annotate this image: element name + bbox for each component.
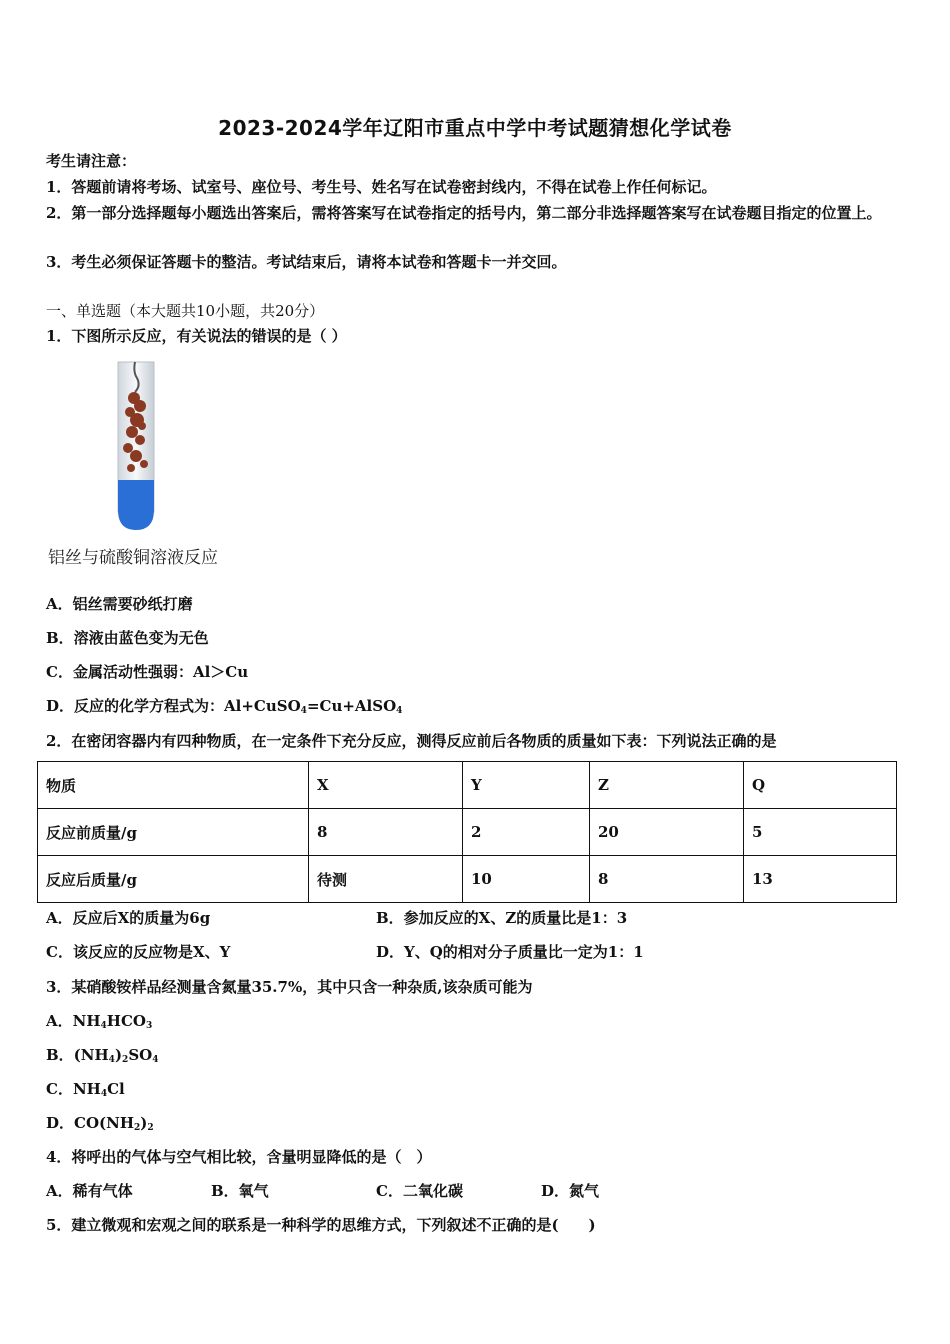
section-heading: 一、单选题（本大题共10小题，共20分） xyxy=(46,302,325,320)
q4-option-c: C．二氧化碳 xyxy=(376,1182,463,1200)
exam-title: 2023-2024学年辽阳市重点中学中考试题猜想化学试卷 xyxy=(218,116,732,140)
table-row xyxy=(38,856,897,903)
q2-stem: 2．在密闭容器内有四种物质，在一定条件下充分反应，测得反应前后各物质的质量如下表：下列说法正确的是 xyxy=(46,732,777,750)
q2-option-d: D．Y、Q的相对分子质量比一定为1：1 xyxy=(376,943,644,961)
table-cell: X xyxy=(309,762,463,809)
table-cell: 10 xyxy=(463,856,590,903)
table-cell: Y xyxy=(463,762,590,809)
table-cell: 物质 xyxy=(38,762,309,809)
table-cell: 2 xyxy=(463,809,590,856)
table-cell: 20 xyxy=(590,809,744,856)
table-cell: 反应后质量/g xyxy=(38,856,309,903)
table-cell: 待测 xyxy=(309,856,463,903)
q2-option-a: A．反应后X的质量为6g xyxy=(46,909,211,927)
q3-option-a: A．$NH_4HCO_3$ xyxy=(46,1012,153,1031)
q4-option-d: D．氮气 xyxy=(541,1182,600,1200)
test-tube-image xyxy=(110,360,170,535)
q3-option-b: B．$(NH_4)_2SO_4$ xyxy=(46,1046,159,1065)
q2-option-b: B．参加反应的X、Z的质量比是1：3 xyxy=(376,909,628,927)
q1-option-d: D．反应的化学方程式为：Al+CuSO$_4$=Cu+AlSO$_4$ xyxy=(46,697,403,716)
q3-stem: 3．某硝酸铵样品经测量含氮量35.7%，其中只含一种杂质,该杂质可能为 xyxy=(46,978,533,996)
q5-stem: 5．建立微观和宏观之间的联系是一种科学的思维方式，下列叙述不正确的是( ) xyxy=(46,1216,596,1234)
mass-table xyxy=(37,761,897,903)
image-caption: 铝丝与硫酸铜溶液反应 xyxy=(48,548,218,568)
notice-item-3: 3．考生必须保证答题卡的整洁。考试结束后，请将本试卷和答题卡一并交回。 xyxy=(46,253,567,271)
table-cell: Z xyxy=(590,762,744,809)
q1-option-c: C．金属活动性强弱：Al＞Cu xyxy=(46,663,249,681)
q3-option-d: D．$CO(NH_2)_2$ xyxy=(46,1114,154,1133)
q4-stem: 4．将呼出的气体与空气相比较，含量明显降低的是（ ） xyxy=(46,1148,432,1166)
q4-option-b: B．氧气 xyxy=(211,1182,269,1200)
notice-item-1: 1．答题前请将考场、试室号、座位号、考生号、姓名写在试卷密封线内，不得在试卷上作任何标记。 xyxy=(46,178,717,196)
notice-item-2: 2．第一部分选择题每小题选出答案后，需将答案写在试卷指定的括号内，第二部分非选择题答案写在试卷题目指定的位置上。 xyxy=(46,204,882,222)
q2-option-c: C．该反应的反应物是X、Y xyxy=(46,943,231,961)
q4-option-a: A．稀有气体 xyxy=(46,1182,133,1200)
table-cell: 13 xyxy=(744,856,897,903)
q3-option-c: C．$NH_4Cl$ xyxy=(46,1080,125,1099)
table-cell: 反应前质量/g xyxy=(38,809,309,856)
table-row xyxy=(38,762,897,809)
table-cell: Q xyxy=(744,762,897,809)
q1-option-a: A．铝丝需要砂纸打磨 xyxy=(46,595,193,613)
table-row xyxy=(38,809,897,856)
table-cell: 8 xyxy=(590,856,744,903)
notice-heading: 考生请注意： xyxy=(46,152,137,170)
table-cell: 8 xyxy=(309,809,463,856)
q1-option-b: B．溶液由蓝色变为无色 xyxy=(46,629,209,647)
q1-stem: 1．下图所示反应，有关说法的错误的是（ ） xyxy=(46,327,347,345)
table-cell: 5 xyxy=(744,809,897,856)
